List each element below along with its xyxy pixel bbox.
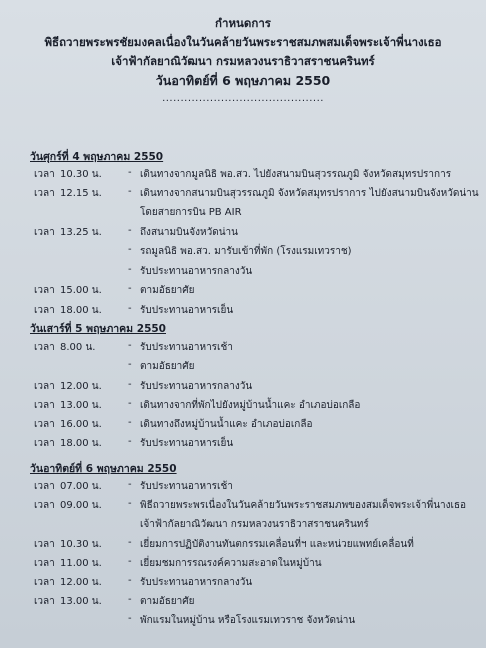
schedule-row [0,340,486,358]
activity-text: เดินทางจากสนามบินสุวรรณภูมิ จังหวัดสมุทรปราการ ไปยังสนามบินจังหวัดน่าน [140,188,479,199]
dash-separator: - [128,225,132,236]
time-label: เวลา [34,400,55,411]
time-cell [34,340,95,355]
time-cell [34,283,102,298]
ceremony-date: วันอาทิตย์ที่ 6 พฤษภาคม 2550 [155,73,331,88]
dash-separator: - [128,340,132,351]
time-cell [34,303,102,318]
activity-text: ตามอัธยาศัย [140,285,195,296]
time-cell [34,359,60,370]
dash-separator: - [128,417,132,428]
dash-separator: - [128,303,132,314]
day-heading: วันอาทิตย์ที่ 6 พฤษภาคม 2550 [30,463,177,475]
dash-separator: - [128,479,132,490]
dash-separator: - [128,498,132,509]
activity-text: รับประทานอาหารเช้า [140,481,233,492]
time-value: 18.00 น. [60,305,102,316]
activity-text: ตามอัธยาศัย [140,361,195,372]
time-value: 18.00 น. [60,438,102,449]
activity-text: รับประทานอาหารเช้า [140,342,233,353]
time-value: 11.00 น. [60,558,102,569]
doc-title: กำหนดการ [215,16,271,30]
schedule-row [0,556,486,574]
time-cell [34,186,102,201]
time-cell [34,594,102,609]
time-value: 12.00 น. [60,381,102,392]
time-cell [34,556,102,571]
time-cell [34,167,102,182]
day-heading: วันศุกร์ที่ 4 พฤษภาคม 2550 [30,151,164,163]
schedule-row [0,498,486,516]
time-cell [34,244,60,255]
time-label: เวลา [34,188,55,199]
dash-separator: - [128,167,132,178]
time-value: 10.30 น. [60,169,102,180]
dash-separator: - [128,613,132,624]
dash-separator: - [128,379,132,390]
time-cell [34,613,60,624]
schedule-row [0,225,486,243]
time-label: เวลา [34,342,55,353]
activity-text: ตามอัธยาศัย [140,596,195,607]
activity-text: เดินทางถึงหมู่บ้านน้ำแคะ อำเภอบ่อเกลือ [140,419,313,430]
schedule-row [0,613,486,631]
time-cell [34,498,102,513]
activity-text: รถมูลนิธิ พอ.สว. มารับเข้าที่พัก (โรงแรมเทวราช) [140,246,352,257]
schedule-row [0,436,486,454]
time-value: 15.00 น. [60,285,102,296]
schedule-row [0,186,486,204]
dash-separator: - [128,264,132,275]
activity-text: พิธีถวายพระพรเนื่องในวันคล้ายวันพระราชสมภพของสมเด็จพระเจ้าพี่นางเธอ [140,500,467,511]
time-label: เวลา [34,577,55,588]
time-cell [34,479,102,494]
time-value: 8.00 น. [60,342,96,353]
schedule-row [0,398,486,416]
dotted-divider: ............................................ [162,93,324,104]
activity-text: รับประทานอาหารกลางวัน [140,577,253,588]
time-cell [34,225,102,240]
time-cell [34,379,102,394]
day-heading: วันเสาร์ที่ 5 พฤษภาคม 2550 [30,323,166,335]
time-cell [34,537,102,552]
time-value: 12.15 น. [60,188,102,199]
time-label: เวลา [34,169,55,180]
schedule-row [0,479,486,497]
time-cell [34,575,102,590]
dash-separator: - [128,537,132,548]
activity-text: รับประทานอาหารเย็น [140,438,234,449]
time-value: 13.00 น. [60,596,102,607]
schedule-row [0,167,486,185]
schedule-row [0,537,486,555]
time-value: 13.25 น. [60,227,102,238]
time-cell [34,436,102,451]
activity-text: รับประทานอาหารกลางวัน [140,381,253,392]
time-label: เวลา [34,381,55,392]
schedule-row [0,594,486,612]
ceremony-title-line-1: พิธีถวายพระพรชัยมงคลเนื่องในวันคล้ายวันพระราชสมภพสมเด็จพระเจ้าพี่นางเธอ [44,35,442,49]
activity-continuation: เจ้าฟ้ากัลยาณิวัฒนา กรมหลวงนราธิวาสราชนครินทร์ [140,519,369,530]
time-label: เวลา [34,305,55,316]
schedule-row [0,575,486,593]
activity-text: ถึงสนามบินจังหวัดน่าน [140,227,238,238]
time-value: 10.30 น. [60,539,102,550]
time-label: เวลา [34,227,55,238]
activity-text: พักแรมในหมู่บ้าน หรือโรงแรมเทวราช จังหวัดน่าน [140,615,356,626]
schedule-row [0,359,486,377]
dash-separator: - [128,398,132,409]
time-label: เวลา [34,596,55,607]
time-label: เวลา [34,438,55,449]
activity-text: เยี่ยมการปฏิบัติงานทันตกรรมเคลื่อนที่ฯ และหน่วยแพทย์เคลื่อนที่ [140,539,414,550]
time-label: เวลา [34,500,55,511]
activity-text: เยี่ยมชมการรณรงค์ความสะอาดในหมู่บ้าน [140,558,322,569]
dash-separator: - [128,186,132,197]
time-cell [34,264,60,275]
time-value: 13.00 น. [60,400,102,411]
dash-separator: - [128,244,132,255]
dash-separator: - [128,575,132,586]
schedule-row [0,417,486,435]
time-value: 09.00 น. [60,500,102,511]
schedule-row [0,244,486,262]
activity-text: เดินทางจากมูลนิธิ พอ.สว. ไปยังสนามบินสุวรรณภูมิ จังหวัดสมุทรปราการ [140,169,452,180]
activity-text: เดินทางจากที่พักไปยังหมู่บ้านน้ำแคะ อำเภอบ่อเกลือ [140,400,361,411]
time-label: เวลา [34,558,55,569]
time-value: 07.00 น. [60,481,102,492]
time-label: เวลา [34,285,55,296]
schedule-row [0,303,486,321]
dash-separator: - [128,436,132,447]
ceremony-title-line-2: เจ้าฟ้ากัลยาณิวัฒนา กรมหลวงนราธิวาสราชนครินทร์ [111,54,375,68]
dash-separator: - [128,556,132,567]
time-label: เวลา [34,419,55,430]
activity-text: รับประทานอาหารเย็น [140,305,234,316]
time-cell [34,417,102,432]
dash-separator: - [128,594,132,605]
dash-separator: - [128,283,132,294]
dash-separator: - [128,359,132,370]
time-label: เวลา [34,539,55,550]
schedule-row [0,264,486,282]
time-value: 12.00 น. [60,577,102,588]
time-value: 16.00 น. [60,419,102,430]
schedule-row [0,379,486,397]
activity-text: รับประทานอาหารกลางวัน [140,266,253,277]
activity-continuation: โดยสายการบิน PB AIR [140,207,242,218]
schedule-row [0,283,486,301]
time-label: เวลา [34,481,55,492]
time-cell [34,398,102,413]
